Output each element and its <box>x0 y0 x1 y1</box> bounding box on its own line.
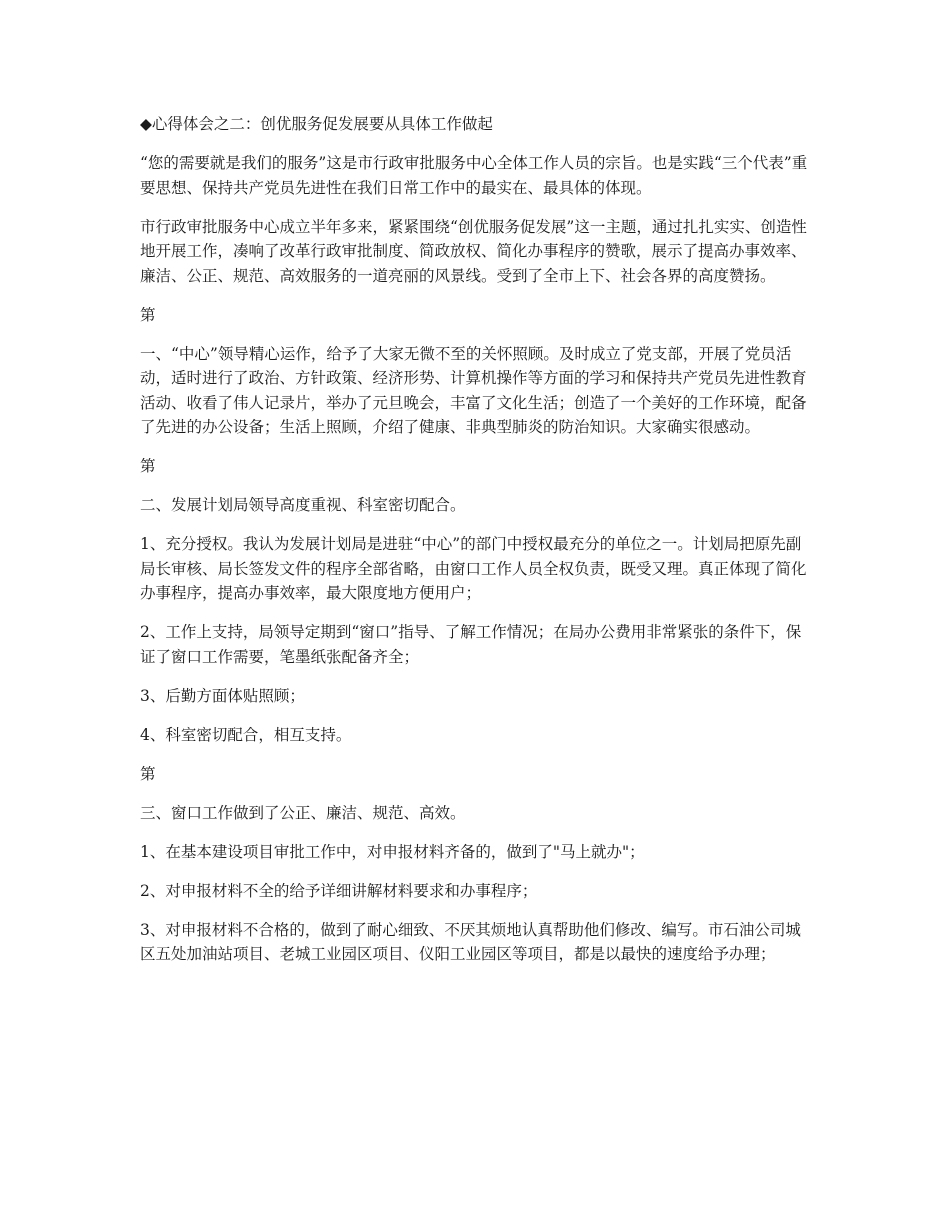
paragraph-service-motto: “您的需要就是我们的服务”这是市行政审批服务中心全体工作人员的宗旨。也是实践“三个代表”重要思想、保持共产党员先进性在我们日常工作中的最实在、最具体的体现。 <box>140 154 808 197</box>
section-marker: 第 <box>140 305 156 324</box>
list-item: 3、后勤方面体贴照顾； <box>140 686 305 705</box>
section-marker: 第 <box>140 457 156 475</box>
list-item: 1、充分授权。我认为发展计划局是进驻“中心”的部门中授权最充分的单位之一。计划局把原先副局长审核、局长签发文件的程序全部省略，由窗口工作人员全权负责，既受又理。真正体现了简化办事程序，提高办事效率，最大限度地方便用户； <box>140 535 807 602</box>
list-item: 1、在基本建设项目审批工作中，对申报材料齐备的，做到了"马上就办"； <box>140 842 645 861</box>
list-item: 3、对申报材料不合格的，做到了耐心细致、不厌其烦地认真帮助他们修改、编写。市石油公司城区五处加油站项目、老城工业园区项目、仪阳工业园区等项目，都是以最快的速度给予办理； <box>140 920 801 963</box>
document-body <box>140 112 810 981</box>
paragraph-section-one: 一、“中心”领导精心运作，给予了大家无微不至的关怀照顾。及时成立了党支部，开展了党员活动，适时进行了政治、方针政策、经济形势、计算机操作等方面的学习和保持共产党员先进性教育活动、收看了伟人记录片，举办了元旦晚会，丰富了文化生活；创造了一个美好的工作环境，配备了先进的办公设备；生活上照顾，介绍了健康、非典型肺炎的防治知识。大家确实很感动。 <box>140 344 807 436</box>
heading-section-three: 三、窗口工作做到了公正、廉洁、规范、高效。 <box>140 803 466 822</box>
list-item: 2、对申报材料不全的给予详细讲解材料要求和办事程序； <box>140 881 538 900</box>
document-title: ◆心得体会之二：创优服务促发展要从具体工作做起 <box>140 115 493 133</box>
heading-section-two: 二、发展计划局领导高度重视、科室密切配合。 <box>140 496 466 514</box>
list-item: 4、科室密切配合，相互支持。 <box>140 725 352 744</box>
paragraph-center-overview: 市行政审批服务中心成立半年多来，紧紧围绕“创优服务促发展”这一主题，通过扎扎实实、创造性地开展工作，凑响了改革行政审批制度、简政放权、简化办事程序的赞歌，展示了提高办事效率、廉洁、公正、规范、高效服务的一道亮丽的风景线。受到了全市上下、社会各界的高度赞扬。 <box>140 217 807 285</box>
section-marker: 第 <box>140 764 156 783</box>
list-item: 2、工作上支持，局领导定期到“窗口”指导、了解工作情况；在局办公费用非常紧张的条件下，保证了窗口工作需要，笔墨纸张配备齐全； <box>140 623 802 666</box>
